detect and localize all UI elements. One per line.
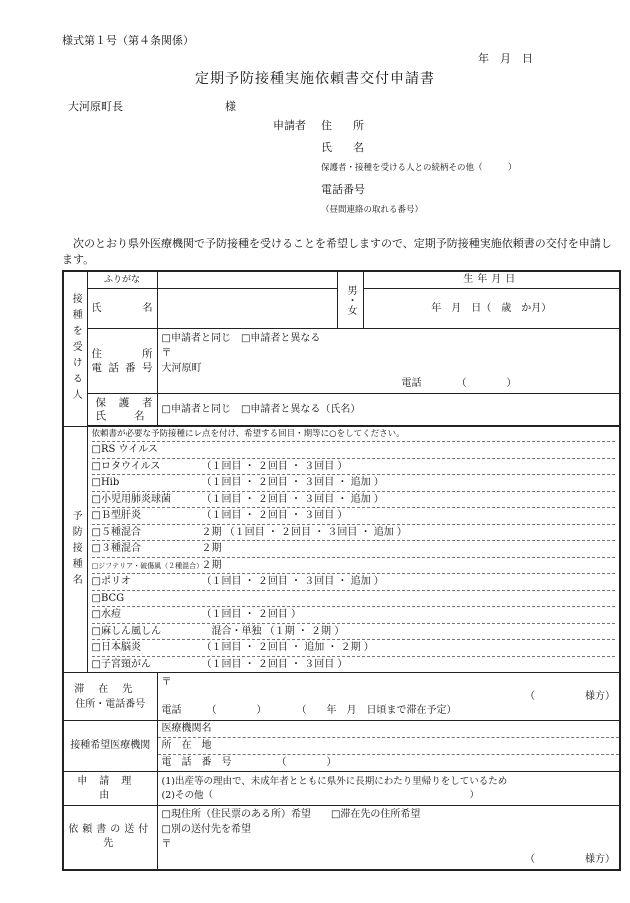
date-line: 年 月 日: [478, 52, 533, 65]
delivery-postal: 〒: [161, 839, 172, 851]
sex-select[interactable]: 男・女: [337, 271, 363, 329]
birth-date-field[interactable]: 年 月 日（ 歳 か月）: [363, 289, 620, 329]
applicant-address-label: 住 所: [321, 119, 369, 132]
stay-host[interactable]: （ 様方）: [525, 690, 615, 702]
vaccine-item[interactable]: □ロタウイルス （１回目 ・ ２回目 ・ ３回目 ）: [92, 459, 616, 476]
address-same-checkbox[interactable]: □申請者と同じ: [161, 333, 231, 344]
applicant-phone-label: 電話番号: [321, 183, 365, 196]
form-number: 様式第１号（第４条関係）: [62, 34, 194, 47]
recipient-address-label: 住所: [91, 348, 153, 360]
guardian-options[interactable]: □申請者と同じ □申請者と異なる（氏名）: [157, 394, 620, 426]
addressee-honorific: 様: [225, 100, 236, 113]
applicant-phone-note: （昼間連絡の取れる番号）: [321, 205, 424, 215]
recipient-section-label: 接種を受ける人: [63, 271, 87, 427]
recipient-town: 大河原町: [161, 363, 202, 374]
vaccine-item[interactable]: □BCG: [92, 591, 616, 608]
vaccine-list: [92, 442, 616, 672]
reason-option-1[interactable]: (1)出産等の理由で、未成年者とともに県外に長期にわたり里帰りをしているため: [161, 775, 508, 787]
addressee: 大河原町長: [68, 100, 123, 113]
delivery-option-1[interactable]: □現住所（住民票のある所）希望 □滞在先の住所希望: [161, 809, 421, 821]
clinic-name-field[interactable]: 医療機関名: [158, 721, 620, 738]
vaccine-item[interactable]: □子宮頸がん （１回目 ・ ２回目 ・ ３回目 ）: [91, 658, 348, 670]
vaccine-item[interactable]: □Hib （１回目 ・ ２回目 ・ ３回目 ・ 追加 ）: [92, 475, 616, 492]
clinic-phone-field[interactable]: 電 話 番 号 （ ）: [161, 757, 337, 768]
address-different-checkbox[interactable]: □申請者と異なる: [240, 333, 321, 344]
clinic-label: 接種希望医療機関: [63, 721, 157, 772]
vaccine-instruction: 依頼書が必要な予防接種にレ点を付け、希望する回目・期等に○をしてください。: [92, 427, 616, 442]
furigana-field[interactable]: [157, 271, 337, 289]
stay-until[interactable]: （ 年 月 日頃まで滞在予定）: [301, 704, 457, 716]
applicant-name-label: 氏 名: [321, 141, 369, 154]
stay-label: 滞在先: [74, 683, 147, 695]
applicant-relation: 保護者・接種を受ける人との続柄その他（ ）: [321, 163, 517, 173]
vaccine-item[interactable]: □小児用肺炎球菌 （１回目 ・ ２回目 ・ ３回目 ・ 追加 ）: [92, 492, 616, 509]
guardian-label: 保護者: [95, 396, 153, 409]
vaccine-item[interactable]: □ジフテリア・破傷風（２種混合）２期: [92, 558, 616, 575]
recipient-postal: 〒: [161, 348, 172, 359]
reason-option-2[interactable]: (2)その他（ ）: [161, 789, 479, 801]
guardian-name-label: 氏名: [95, 409, 145, 422]
birth-label: 生年月日: [363, 271, 620, 289]
vaccine-item[interactable]: □ポリオ （１回目 ・ ２回目 ・ ３回目 ・ 追加 ）: [92, 574, 616, 591]
vaccine-item[interactable]: □水痘 （１回目 ・ ２回目 ）: [92, 607, 616, 624]
stay-phone[interactable]: 電話 （ ）: [161, 704, 262, 716]
recipient-phone-label: 電話番号: [91, 362, 153, 374]
clinic-address-field[interactable]: 所 在 地: [158, 738, 620, 755]
delivery-label: 依頼書の送付先: [63, 806, 157, 870]
vaccine-item[interactable]: □日本脳炎 （１回目 ・ ２回目 ・ 追加 ・ ２期 ）: [92, 640, 616, 657]
vaccine-item[interactable]: □RS ウイルス: [92, 442, 616, 459]
reason-label: 申請理由: [63, 772, 157, 806]
vaccine-item[interactable]: □Ｂ型肝炎 （１回目 ・ ２回目 ・ ３回目 ）: [92, 508, 616, 525]
request-statement: 次のとおり県外医療機関で予防接種を受けることを希望しますので、定期予防接種実施依頼書の交付を申請します。: [62, 237, 612, 266]
application-form-table: [62, 270, 621, 871]
delivery-option-2[interactable]: □別の送付先を希望: [161, 824, 251, 836]
stay-sublabel: 住所・電話番号: [75, 698, 146, 710]
vaccine-item[interactable]: □麻しん風しん 混合・単独 （１期 ・ ２期 ）: [92, 624, 616, 641]
recipient-phone-field[interactable]: 電話 （ ）: [401, 378, 517, 389]
delivery-host[interactable]: （ 様方）: [525, 854, 615, 866]
page-title: 定期予防接種実施依頼書交付申請書: [195, 71, 435, 87]
vaccine-item[interactable]: □５種混合 ２期 （１回目 ・ ２回目 ・ ３回目 ・ 追加 ）: [92, 525, 616, 542]
furigana-label: ふりがな: [87, 271, 157, 289]
vaccine-item[interactable]: □３種混合 ２期: [92, 541, 616, 558]
stay-postal: 〒: [161, 676, 172, 688]
recipient-name-field[interactable]: [157, 289, 337, 329]
recipient-name-label: 氏名: [87, 289, 157, 329]
applicant-label: 申請者: [273, 119, 306, 132]
vaccine-section-label: 予防接種名: [63, 427, 87, 673]
